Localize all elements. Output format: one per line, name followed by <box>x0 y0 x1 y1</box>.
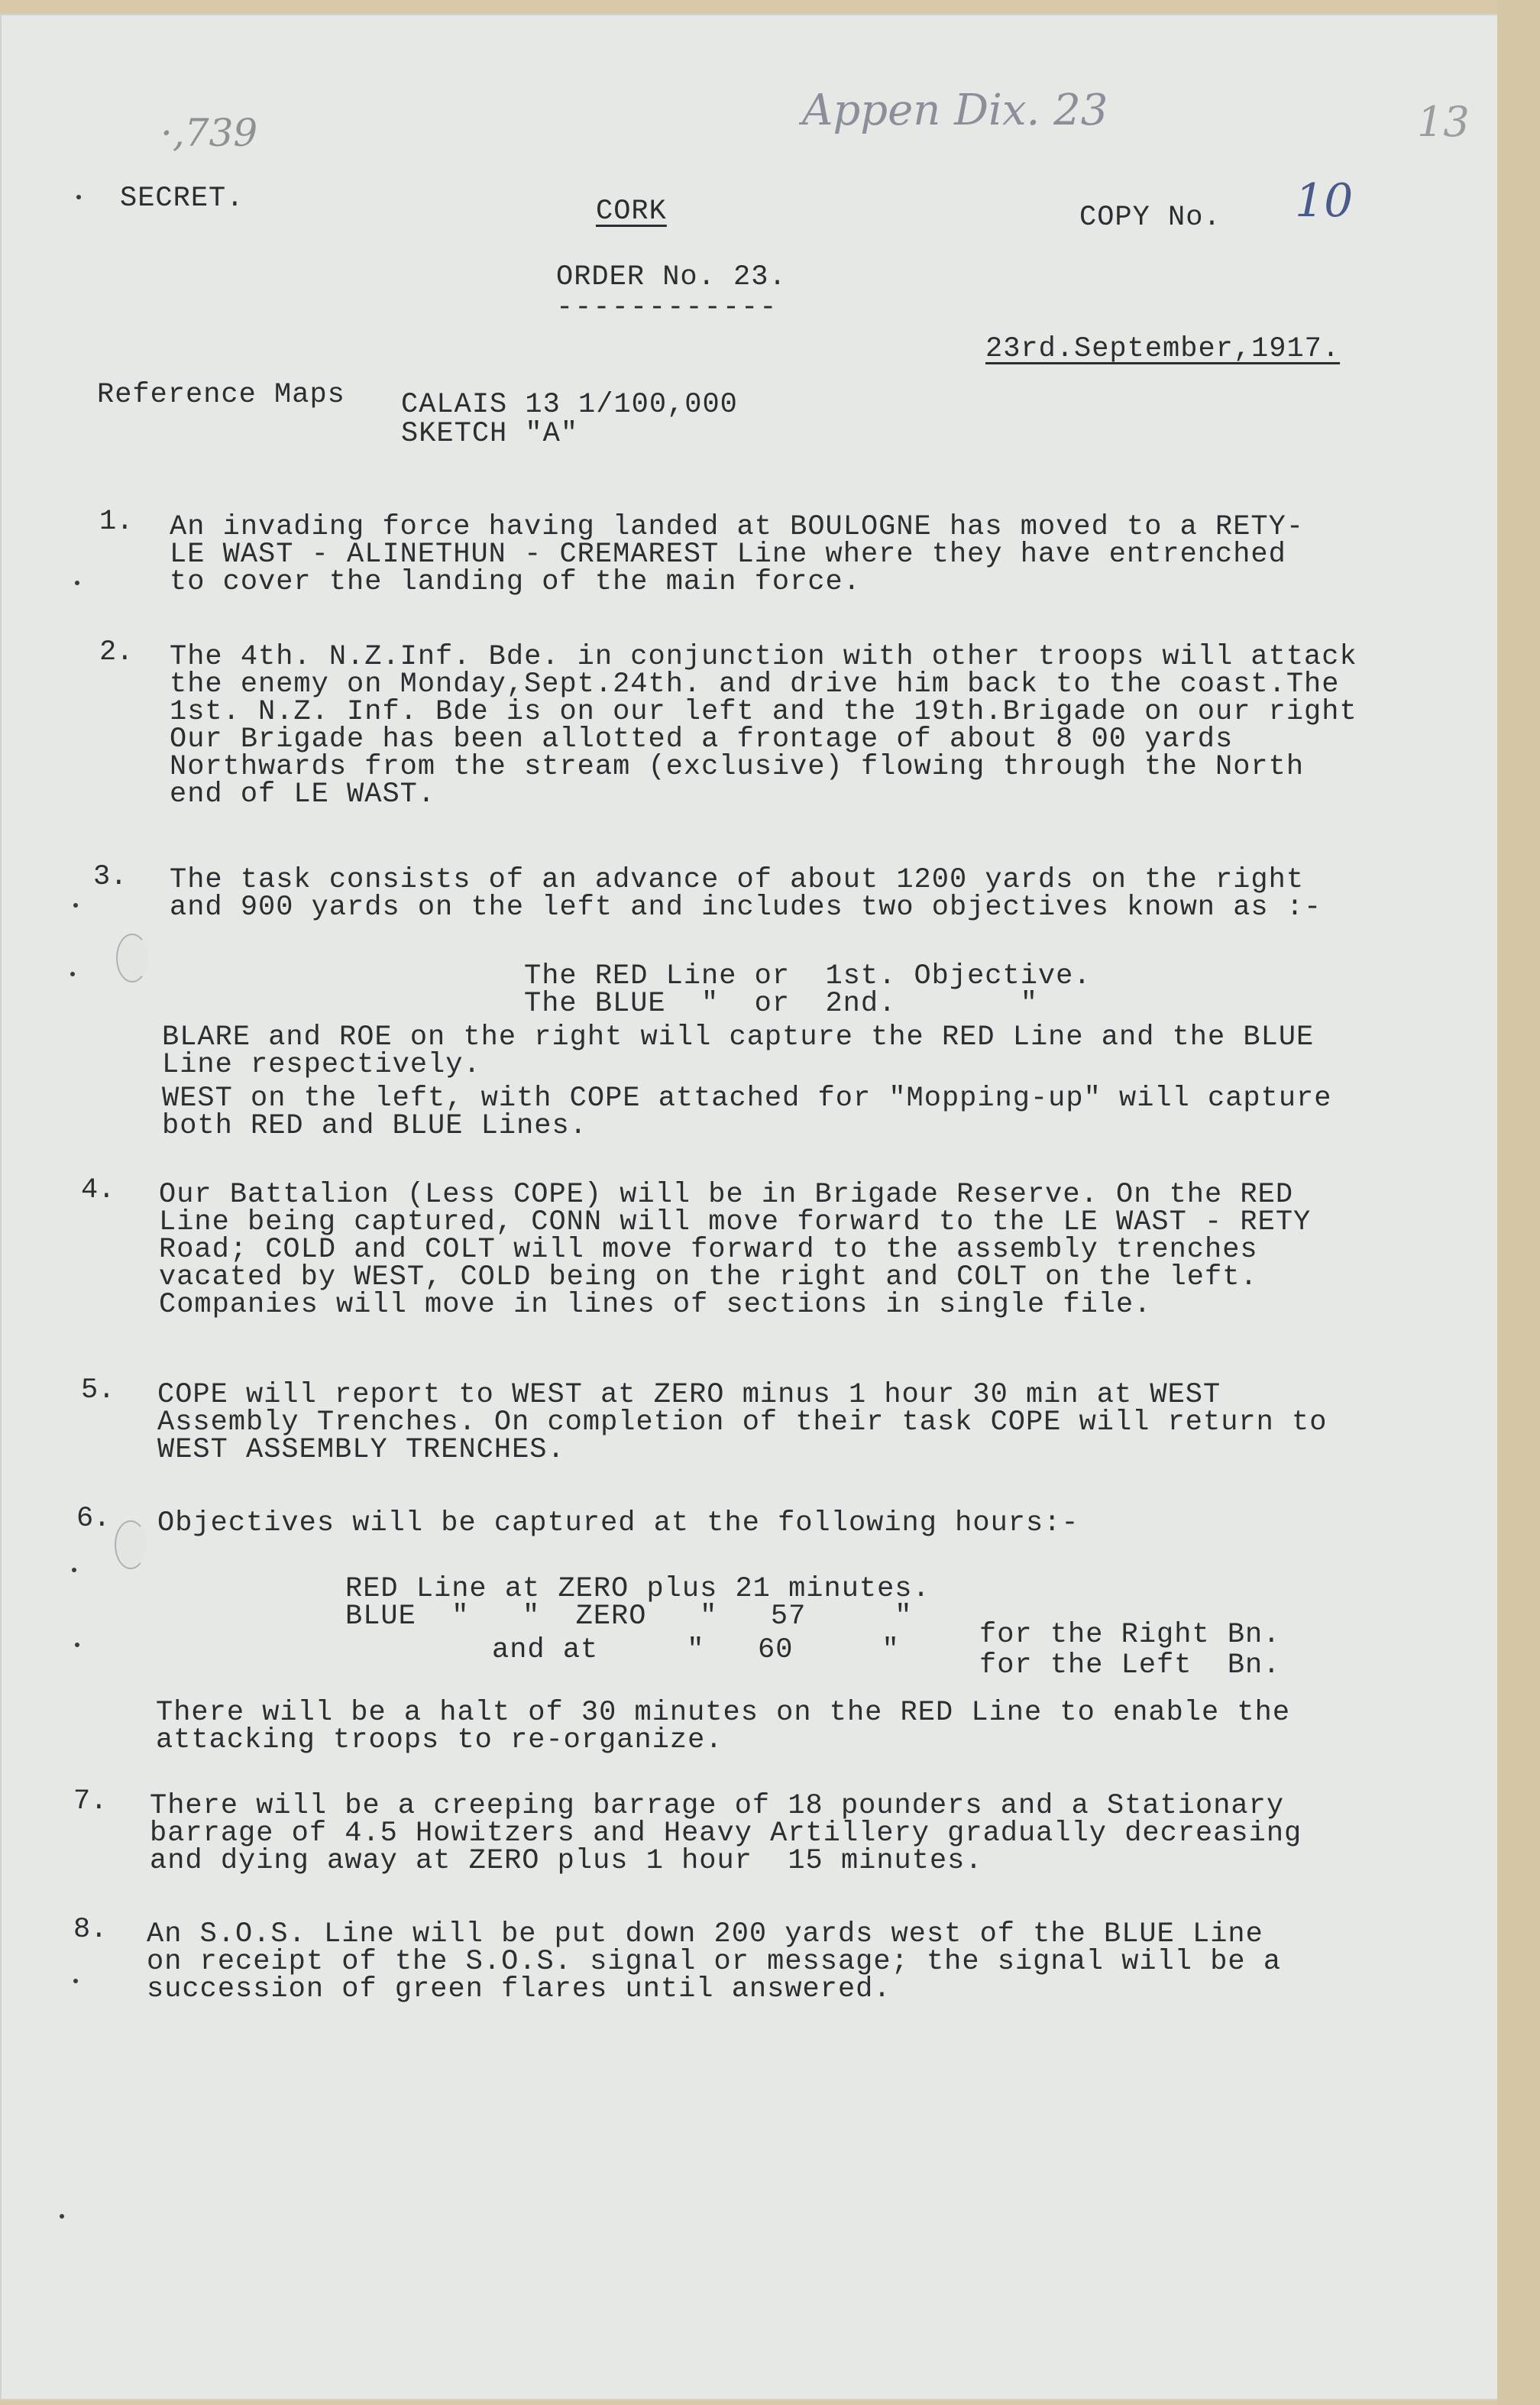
paragraph-1-line: LE WAST - ALINETHUN - CREMAREST Line where they have entrenched <box>170 539 1286 571</box>
paragraph-number: 1. <box>99 506 134 538</box>
paragraph-7-line: There will be a creeping barrage of 18 pounders and a Stationary <box>150 1790 1285 1822</box>
paragraph-2-line: Northwards from the stream (exclusive) flowing through the North <box>170 751 1305 783</box>
paragraph-2-line: end of LE WAST. <box>170 778 436 811</box>
pencil-number-top-left: ·,739 <box>160 111 258 155</box>
timing-row-red: RED Line at ZERO plus 21 minutes. <box>345 1573 930 1605</box>
paragraph-2-line: The 4th. N.Z.Inf. Bde. in conjunction with other troops will attack <box>170 641 1357 673</box>
classification-label: SECRET. <box>120 183 244 215</box>
objective-blue: The BLUE " or 2nd. " <box>524 988 1038 1020</box>
paragraph-7-line: and dying away at ZERO plus 1 hour 15 minutes. <box>150 1845 983 1877</box>
reference-map-1: CALAIS 13 1/100,000 <box>401 389 738 421</box>
order-title: ORDER No. 23. <box>556 261 787 293</box>
paper-edge <box>1497 0 1540 2405</box>
timing-note-left: for the Left Bn. <box>979 1649 1281 1682</box>
speck <box>76 195 81 199</box>
paragraph-8-line: succession of green flares until answered. <box>147 1973 891 2005</box>
order-rule: ------------ <box>556 292 778 324</box>
paragraph-7-line: barrage of 4.5 Howitzers and Heavy Artillery gradually decreasing <box>150 1818 1302 1850</box>
paragraph-4-line: Road; COLD and COLT will move forward to the assembly trenches <box>159 1234 1258 1266</box>
paragraph-4-line: Line being captured, CONN will move forward to the LE WAST - RETY <box>159 1206 1312 1238</box>
paragraph-number: 4. <box>81 1174 115 1206</box>
paragraph-6-line: Objectives will be captured at the following hours:- <box>157 1507 1079 1539</box>
timing-row-left: and at " 60 " <box>492 1634 900 1666</box>
paragraph-5-line: COPE will report to WEST at ZERO minus 1 hour 30 min at WEST <box>157 1379 1221 1411</box>
paragraph-1-line: An invading force having landed at BOULOGNE has moved to a RETY- <box>170 511 1305 543</box>
copy-number-value: 10 <box>1295 174 1354 228</box>
speck <box>72 1568 76 1572</box>
paragraph-4-line: vacated by WEST, COLD being on the right and COLT on the left. <box>159 1261 1258 1293</box>
reference-maps-label: Reference Maps <box>97 379 345 411</box>
order-date: 23rd.September,1917. <box>985 333 1341 365</box>
paragraph-number: 5. <box>81 1374 115 1406</box>
paragraph-number: 2. <box>99 636 134 668</box>
paragraph-5-line: Assembly Trenches. On completion of their task COPE will return to <box>157 1406 1328 1439</box>
halt-line: attacking troops to re-organize. <box>156 1724 723 1756</box>
objective-detail-line: Line respectively. <box>162 1049 481 1081</box>
paragraph-number: 6. <box>76 1503 111 1535</box>
speck <box>73 1979 78 1983</box>
pencil-number-top-right: 13 <box>1417 98 1470 146</box>
paragraph-2-line: Our Brigade has been allotted a frontage of about 8 00 yards <box>170 723 1234 756</box>
paragraph-8-line: An S.O.S. Line will be put down 200 yards west of the BLUE Line <box>147 1918 1263 1950</box>
paragraph-2-line: 1st. N.Z. Inf. Bde is on our left and the 19th.Brigade on our right <box>170 696 1357 728</box>
paragraph-number: 7. <box>73 1785 108 1818</box>
speck <box>73 903 78 908</box>
speck <box>60 2214 64 2219</box>
reference-map-2: SKETCH "A" <box>401 418 579 450</box>
objective-red: The RED Line or 1st. Objective. <box>524 960 1092 992</box>
unit-codename: CORK <box>596 196 667 228</box>
halt-line: There will be a halt of 30 minutes on the RED Line to enable the <box>156 1697 1291 1729</box>
paragraph-4-line: Our Battalion (Less COPE) will be in Brigade Reserve. On the RED <box>159 1179 1294 1211</box>
speck <box>75 581 79 585</box>
speck <box>75 1643 79 1647</box>
speck <box>70 972 75 976</box>
punch-hole <box>115 1520 147 1569</box>
copy-number-label: COPY No. <box>1079 202 1221 234</box>
paragraph-5-line: WEST ASSEMBLY TRENCHES. <box>157 1434 565 1466</box>
punch-hole <box>116 934 148 982</box>
paragraph-3-line: The task consists of an advance of about 1200 yards on the right <box>170 864 1305 896</box>
timing-note-right: for the Right Bn. <box>979 1619 1281 1651</box>
paragraph-number: 3. <box>93 861 128 893</box>
objective-detail-line: BLARE and ROE on the right will capture the RED Line and the BLUE <box>162 1021 1315 1054</box>
paragraph-3-line: and 900 yards on the left and includes two objectives known as :- <box>170 892 1322 924</box>
paragraph-1-line: to cover the landing of the main force. <box>170 566 861 598</box>
paragraph-8-line: on receipt of the S.O.S. signal or message; the signal will be a <box>147 1946 1282 1978</box>
pencil-appendix-note: Appen Dix. 23 <box>802 86 1108 135</box>
objective-detail-line: WEST on the left, with COPE attached for "Mopping-up" will capture <box>162 1083 1332 1115</box>
paragraph-number: 8. <box>73 1914 108 1946</box>
paragraph-2-line: the enemy on Monday,Sept.24th. and drive him back to the coast.The <box>170 668 1340 701</box>
objective-detail-line: both RED and BLUE Lines. <box>162 1110 587 1142</box>
paragraph-4-line: Companies will move in lines of sections in single file. <box>159 1289 1152 1321</box>
timing-row-blue: BLUE " " ZERO " 57 " <box>345 1601 913 1633</box>
